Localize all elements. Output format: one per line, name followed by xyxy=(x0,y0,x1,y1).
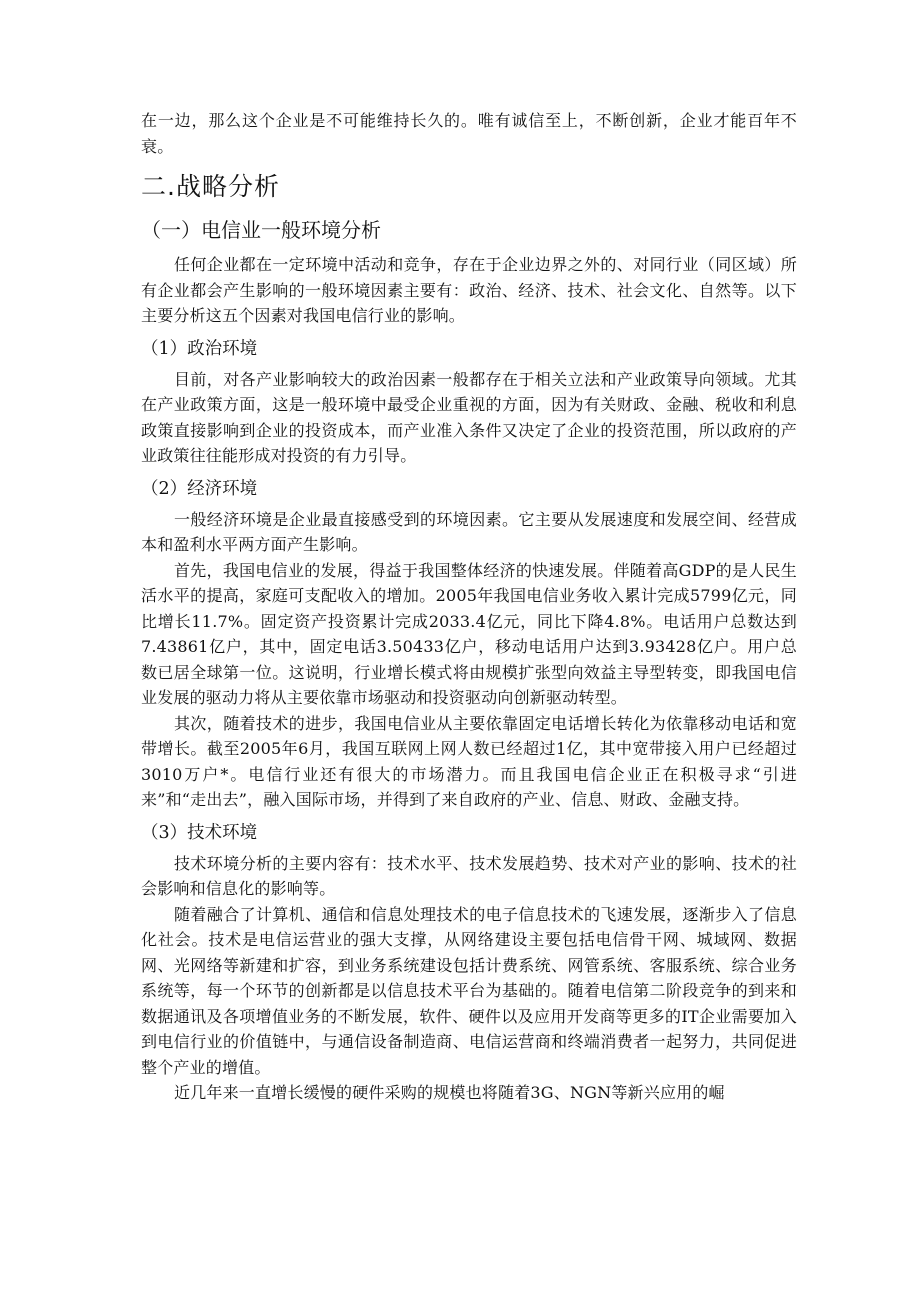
economic-paragraph-1: 一般经济环境是企业最直接感受到的环境因素。它主要从发展速度和发展空间、经营成本和盈利水平两方面产生影响。 xyxy=(141,509,797,554)
technical-paragraph-3: 近几年来一直增长缓慢的硬件采购的规模也将随着3G、NGN等新兴应用的崛 xyxy=(174,1083,725,1102)
continuation-paragraph: 在一边，那么这个企业是不可能维持长久的。唯有诚信至上，不断创新，企业才能百年不衰。 xyxy=(141,111,797,156)
economic-paragraph-2: 首先，我国电信业的发展，得益于我国整体经济的快速发展。伴随着高GDP的是人民生活水平的提高，家庭可支配收入的增加。2005年我国电信业务收入累计完成5799亿元，同比增长11.7%。固定资产投资累计完成2033.4亿元，同比下降4.8%。电话用户总数达到7.43861亿户，其中，固定电话3.50433亿户，移动电话用户达到3.93428亿户。用户总数已居全球第一位。这说明，行业增长模式将由规模扩张型向效益主导型转变，即我国电信业发展的驱动力将从主要依靠市场驱动和投资驱动向创新驱动转型。 xyxy=(141,560,797,707)
political-heading: （1）政治环境 xyxy=(141,338,258,359)
document-page xyxy=(141,108,797,1106)
section-title: 二.战略分析 xyxy=(141,172,280,201)
technical-heading: （3）技术环境 xyxy=(141,822,258,843)
economic-paragraph-3: 其次，随着技术的进步，我国电信业从主要依靠固定电话增长转化为依靠移动电话和宽带增长。截至2005年6月，我国互联网上网人数已经超过1亿，其中宽带接入用户已经超过3010万户*。电信行业还有很大的市场潜力。而且我国电信企业正在积极寻求“引进来”和“走出去”，融入国际市场，并得到了来自政府的产业、信息、财政、金融支持。 xyxy=(141,713,797,809)
technical-paragraph-2: 随着融合了计算机、通信和信息处理技术的电子信息技术的飞速发展，逐渐步入了信息化社会。技术是电信运营业的强大支撑，从网络建设主要包括电信骨干网、城域网、数据网、光网络等新建和扩容，到业务系统建设包括计费系统、网管系统、客服系统、综合业务系统等，每一个环节的创新都是以信息技术平台为基础的。随着电信第二阶段竞争的到来和数据通讯及各项增值业务的不断发展，软件、硬件以及应用开发商等更多的IT企业需要加入到电信行业的价值链中，与通信设备制造商、电信运营商和终端消费者一起努力，共同促进整个产业的增值。 xyxy=(141,904,797,1077)
subsection-title: （一）电信业一般环境分析 xyxy=(141,218,381,242)
intro-paragraph: 任何企业都在一定环境中活动和竞争，存在于企业边界之外的、对同行业（同区域）所有企业都会产生影响的一般环境因素主要有：政治、经济、技术、社会文化、自然等。以下主要分析这五个因素对我国电信行业的影响。 xyxy=(141,255,797,325)
political-paragraph: 目前，对各产业影响较大的政治因素一般都存在于相关立法和产业政策导向领域。尤其在产业政策方面，这是一般环境中最受企业重视的方面，因为有关财政、金融、税收和利息政策直接影响到企业的投资成本，而产业准入条件又决定了企业的投资范围，所以政府的产业政策往往能形成对投资的有力引导。 xyxy=(141,369,797,465)
economic-heading: （2）经济环境 xyxy=(141,478,258,499)
technical-paragraph-1: 技术环境分析的主要内容有：技术水平、技术发展趋势、技术对产业的影响、技术的社会影响和信息化的影响等。 xyxy=(141,853,797,898)
